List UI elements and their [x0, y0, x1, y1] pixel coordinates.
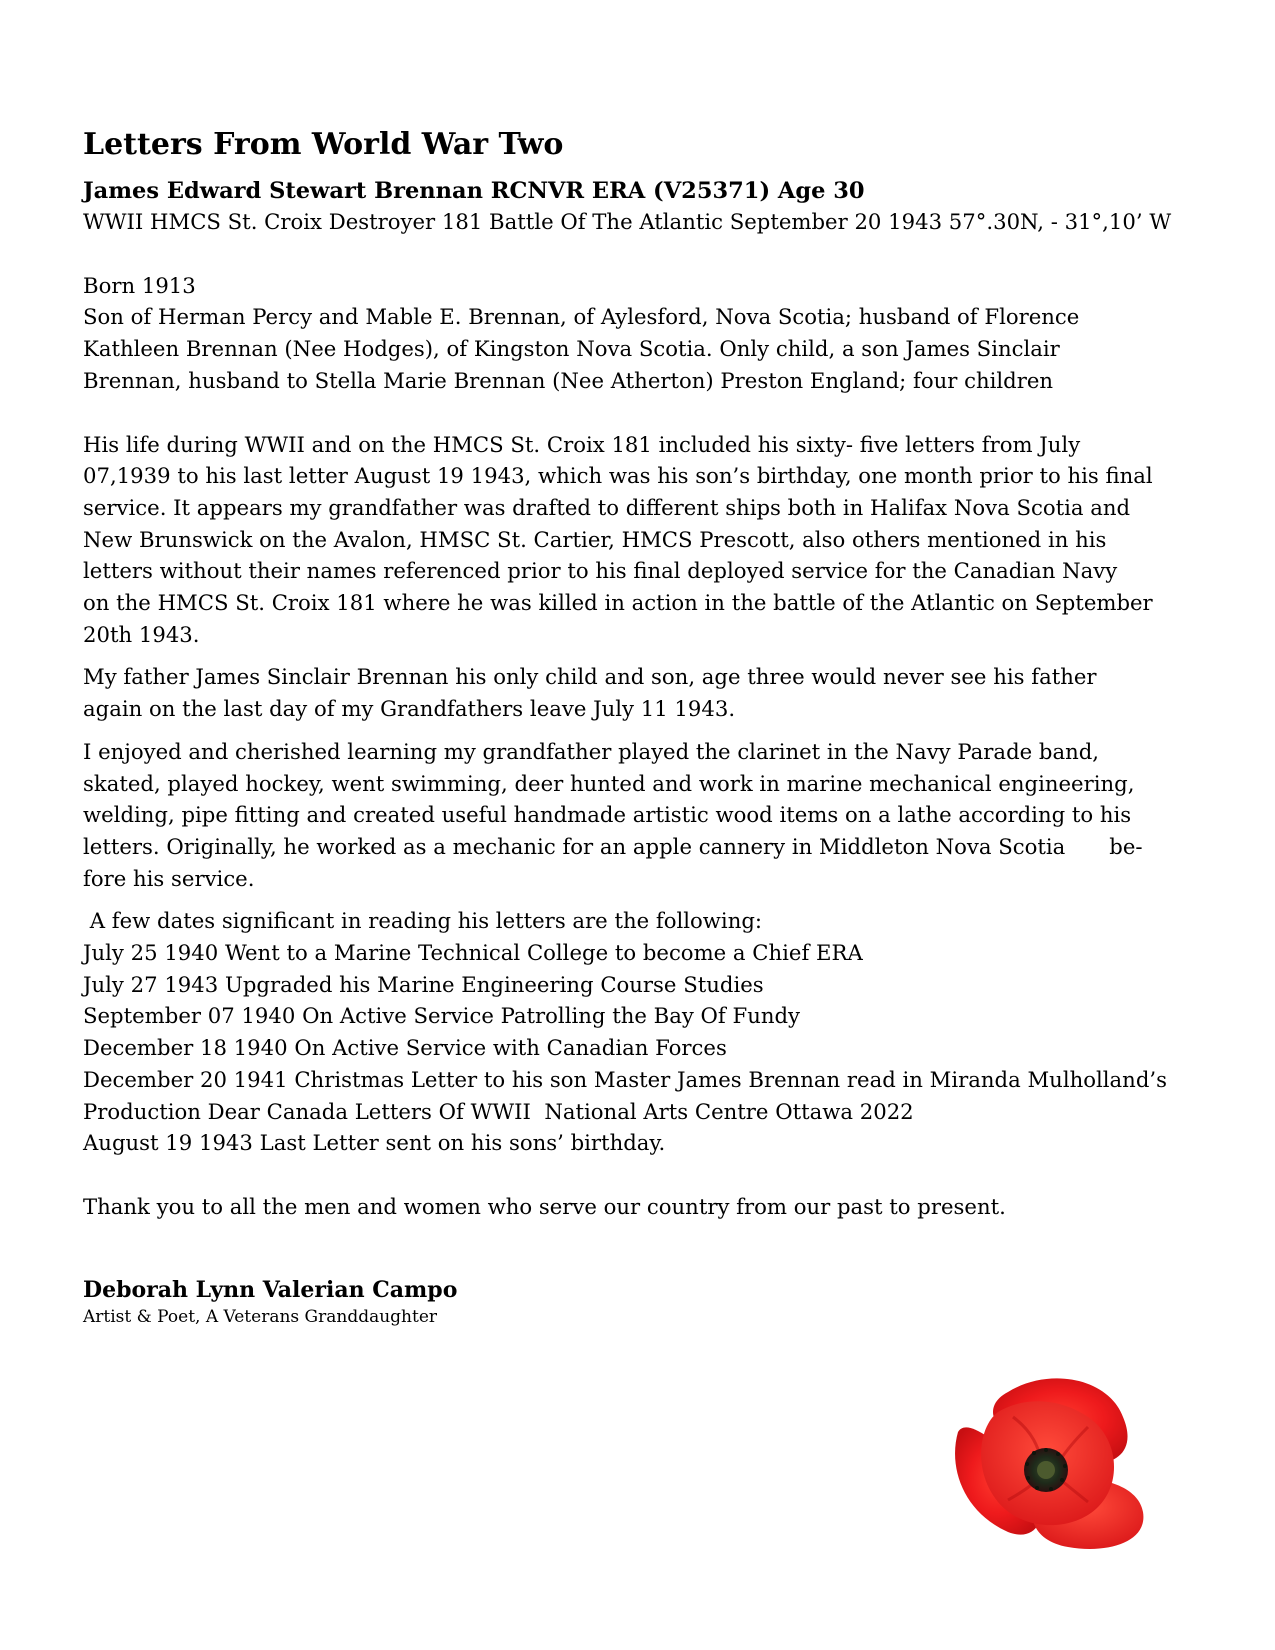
date-entry: July 27 1943 Upgraded his Marine Engineering Course Studies — [83, 971, 764, 997]
text-line — [83, 831, 1233, 863]
dates-section — [83, 905, 1233, 1159]
date-entry: December 18 1940 On Active Service with Canadian Forces — [83, 1035, 727, 1061]
document-page — [83, 126, 1233, 1329]
life-paragraph — [83, 429, 1233, 651]
poppy-flower-icon — [938, 1372, 1154, 1552]
signature-name: Deborah Lynn Valerian Campo — [83, 1276, 458, 1303]
text-line: 07,1939 to his last letter August 19 1943, which was his son’s birthday, one month prior to his final — [83, 463, 1153, 489]
text-line: My father James Sinclair Brennan his only child and son, age three would never see his father — [83, 664, 1097, 690]
text-line: service. It appears my grandfather was drafted to different ships both in Halifax Nova Scotia and — [83, 494, 1131, 520]
text-line: letters without their names referenced prior to his final deployed service for the Canadian Navy — [83, 558, 1118, 584]
paragraph-gap — [83, 894, 1233, 905]
signature-gap — [83, 1223, 1233, 1275]
text-line: again on the last day of my Grandfathers leave July 11 1943. — [83, 696, 736, 722]
hyphenated-fragment: be- — [1109, 833, 1143, 859]
paragraph-gap — [83, 650, 1233, 661]
dates-intro: A few dates significant in reading his letters are the following: — [83, 908, 763, 934]
date-entry: September 07 1940 On Active Service Patrolling the Bay Of Fundy — [83, 1003, 801, 1029]
text-line: Son of Herman Percy and Mable E. Brennan, of Aylesford, Nova Scotia; husband of Florence — [83, 304, 1080, 330]
text-line: 20th 1943. — [83, 621, 200, 647]
text-line: His life during WWII and on the HMCS St. Croix 181 included his sixty- five letters from July — [83, 431, 1081, 457]
text-line: I enjoyed and cherished learning my grandfather played the clarinet in the Navy Parade band, — [83, 738, 1100, 764]
date-entry: July 25 1940 Went to a Marine Technical College to become a Chief ERA — [83, 940, 863, 966]
blank-line — [83, 238, 1233, 270]
blank-line — [83, 397, 1233, 429]
blank-line — [83, 1159, 1233, 1191]
text-line: welding, pipe fitting and created useful handmade artistic wood items on a lathe according to his — [83, 802, 1132, 828]
text-line-content: letters. Originally, he worked as a mechanic for an apple cannery in Middleton Nova Scotia — [83, 833, 1066, 859]
paragraph-gap — [83, 725, 1233, 736]
signature-role: Artist & Poet, A Veterans Granddaughter — [83, 1306, 438, 1327]
text-line: Brennan, husband to Stella Marie Brennan (Nee Atherton) Preston England; four children — [83, 367, 1054, 393]
date-entry: August 19 1943 Last Letter sent on his sons’ birthday. — [83, 1130, 666, 1156]
enjoyed-paragraph — [83, 736, 1233, 895]
thanks-line: Thank you to all the men and women who serve our country from our past to present. — [83, 1193, 1006, 1219]
date-entry: December 20 1941 Christmas Letter to his son Master James Brennan read in Miranda Mulholland’s — [83, 1066, 1167, 1092]
father-paragraph — [83, 661, 1233, 724]
family-paragraph — [83, 301, 1233, 396]
text-line: New Brunswick on the Avalon, HMSC St. Cartier, HMCS Prescott, also others mentioned in his — [83, 526, 1107, 552]
date-entry: Production Dear Canada Letters Of WWII National Arts Centre Ottawa 2022 — [83, 1098, 914, 1124]
text-line: Kathleen Brennan (Nee Hodges), of Kingston Nova Scotia. Only child, a son James Sinclair — [83, 336, 1060, 362]
text-line: on the HMCS St. Croix 181 where he was killed in action in the battle of the Atlantic on September — [83, 590, 1153, 616]
soldier-name-heading: James Edward Stewart Brennan RCNVR ERA (V25371) Age 30 — [83, 178, 865, 204]
text-line: skated, played hockey, went swimming, deer hunted and work in marine mechanical engineering, — [83, 770, 1135, 796]
born-line: Born 1913 — [83, 272, 196, 298]
text-line: fore his service. — [83, 865, 255, 891]
service-line: WWII HMCS St. Croix Destroyer 181 Battle Of The Atlantic September 20 1943 57°.30N, - 31°,10’ W — [83, 209, 1172, 234]
page-title: Letters From World War Two — [83, 127, 564, 162]
